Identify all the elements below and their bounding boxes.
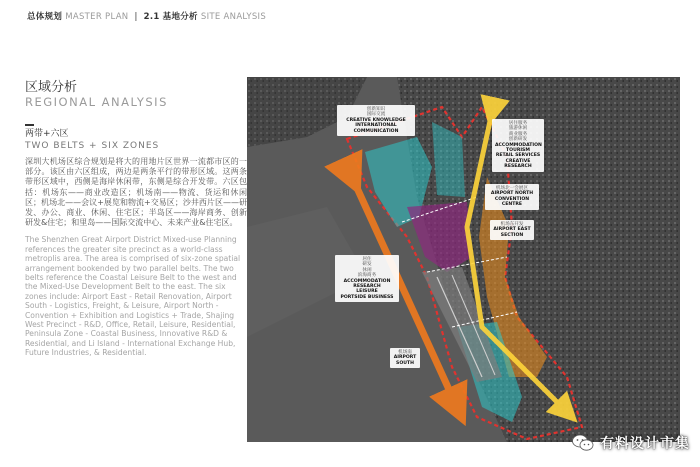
watermark	[572, 433, 690, 453]
divider	[25, 124, 34, 126]
paragraph-en: The Shenzhen Great Airport District Mixed-use Planning references the greater site precinct as a world-class metroplis area. The area is comprised of six-zone spatial arrangement bookended by two parallel belts. The two belts reference the Coastal Leisure Belt to the west and the Mixed-Use Development Belt to the east. The six zones include: Airport East - Retail Renovation, Airport South - Logistics, Freight, & Leisure, Airport North - Convention + Exhibition and Logistics + Trade, Shajing West Precinct - R&D, Office, Retail, Leisure, Residential, Peninsula Zone - Coastal Business, Innovative R&D & Residential, and Li Island - International Exchange Hub, Future Industries, & Residential.	[25, 235, 241, 358]
map-label-creative-knowledge: 创新知识 国际交流 CREATIVE KNOWLEDGE INTERNATIONAL COMMUNICATION	[337, 105, 415, 136]
map-label-airport-east: 机场东开发 AIRPORT EAST SECTION	[490, 220, 534, 240]
title-en: REGIONAL ANALYSIS	[25, 95, 168, 109]
map-label-airport-south: 机场南 AIRPORT SOUTH	[390, 348, 420, 368]
header-separator: |	[134, 12, 138, 22]
map-label-airport-north: 机场北一会展区 AIRPORT NORTH CONVENTION CENTRE	[485, 184, 539, 210]
text-column	[25, 80, 247, 358]
site-map	[247, 77, 680, 442]
subsection-cn: 基地分析	[162, 12, 198, 22]
wechat-icon	[572, 434, 594, 452]
map-label-accommodation-research: 居住 研发 休闲 滨海商务 ACCOMMODATION RESEARCH LEISURE PORTSIDE BUSINESS	[335, 255, 399, 302]
section-en: MASTER PLAN	[65, 12, 129, 22]
section-cn: 总体规划	[27, 12, 63, 22]
map-label-accommodation-tourism: 居住服务 旅游休闲 商业服务 创新研发 ACCOMMODATION TOURISM RETAIL SERVICES CREATIVE RESEARCH	[492, 119, 544, 172]
section-number: 2.1	[143, 12, 160, 22]
title-cn: 区域分析	[25, 80, 78, 95]
paragraph-cn: 深圳大机场区综合规划是将大的用地片区世界一流都市区的一部分。该区由六区组成，两边是两条平行的带形区域。这两条带形区域中，西侧是海岸休闲带，东侧是综合开发带。六区包括：机场东——商业改造区；机场南——物流、货运和休闲区；机场北——会议+展览和物流+交易区；沙井西片区——研发、办公、商业、休闲、住宅区；半岛区——海岸商务、创新研发&住宅；和里岛——国际交流中心、未来产业&住宅区。	[25, 157, 247, 228]
aerial-map-graphic	[247, 77, 680, 442]
subtitle-cn: 两带+六区	[25, 129, 69, 139]
subtitle-en: TWO BELTS + SIX ZONES	[25, 141, 160, 151]
page-header	[27, 10, 266, 24]
watermark-text: 有料设计市集	[600, 436, 690, 452]
subsection-en: SITE ANALYSIS	[200, 12, 267, 22]
